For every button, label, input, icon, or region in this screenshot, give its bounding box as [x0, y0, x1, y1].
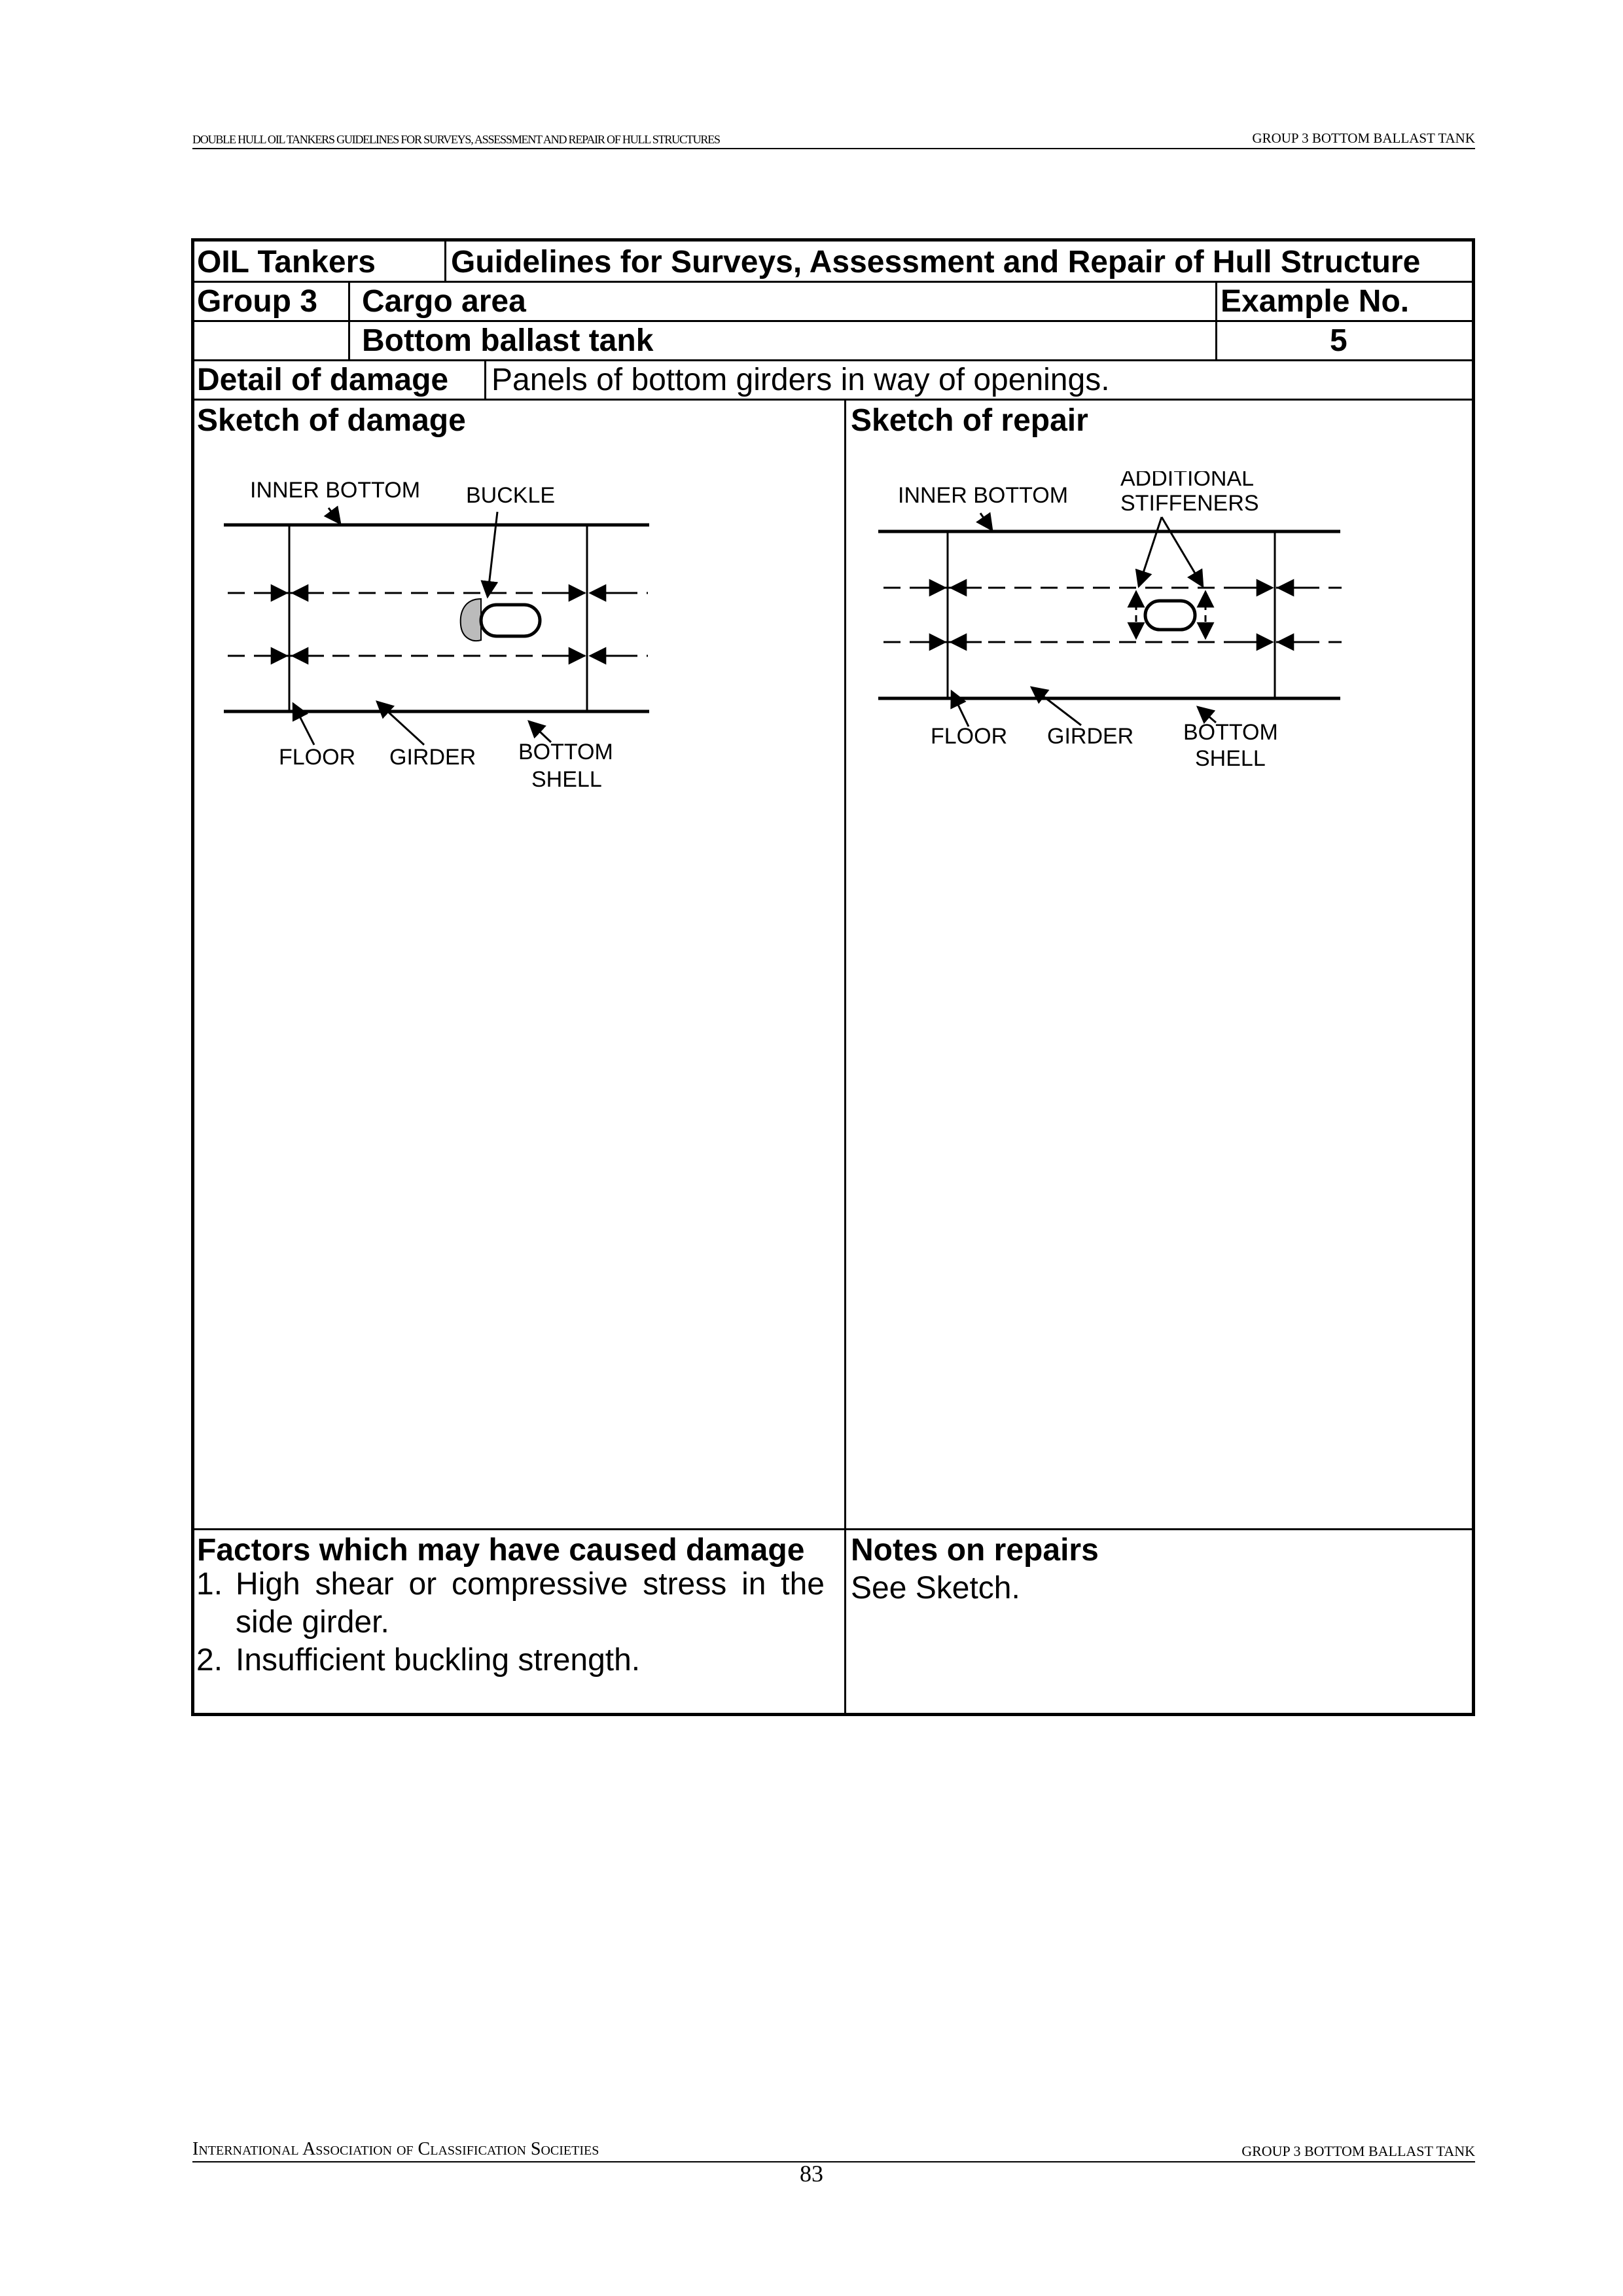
- running-header: [192, 128, 1475, 149]
- row-divider-4: [194, 399, 1472, 401]
- factor-item: [196, 1641, 825, 1679]
- notes-label: Notes on repairs: [851, 1533, 1099, 1568]
- label-additional: ADDITIONAL: [1120, 471, 1255, 491]
- label-bottom: BOTTOM: [1183, 720, 1278, 745]
- factor-text: High shear or compressive stress in the side girder.: [236, 1567, 825, 1640]
- document-title: Guidelines for Surveys, Assessment and Repair of Hull Structure: [451, 245, 1421, 279]
- sketch-of-repair: [870, 471, 1348, 785]
- footer-organization: International Association of Classification Societies: [192, 2139, 599, 2159]
- factor-item: [196, 1566, 825, 1641]
- ship-type: OIL Tankers: [197, 245, 376, 279]
- footer-section-title: GROUP 3 BOTTOM BALLAST TANK: [1241, 2143, 1475, 2159]
- sketch-damage-label: Sketch of damage: [197, 403, 466, 438]
- running-footer: [192, 2140, 1475, 2162]
- header-document-title: DOUBLE HULL OIL TANKERS GUIDELINES FOR SURVEYS, ASSESSMENT AND REPAIR OF HULL STRUCTURES: [192, 133, 720, 146]
- label-bottom: BOTTOM: [518, 740, 613, 764]
- col-divider-example: [1215, 281, 1217, 359]
- sketch-repair-label: Sketch of repair: [851, 403, 1088, 438]
- label-girder: GIRDER: [389, 745, 476, 770]
- factors-list: [196, 1566, 825, 1679]
- buckle-shape: [461, 599, 481, 641]
- location-label: Bottom ballast tank: [362, 323, 654, 358]
- example-dotted-divider: [1215, 320, 1472, 321]
- label-girder: GIRDER: [1047, 724, 1134, 749]
- col-divider-title: [444, 242, 446, 281]
- notes-value: See Sketch.: [851, 1571, 1020, 1605]
- sketch-of-damage: [216, 471, 674, 798]
- factor-text: Insufficient buckling strength.: [236, 1643, 641, 1677]
- row-divider-3: [194, 359, 1472, 361]
- label-shell: SHELL: [531, 767, 602, 792]
- label-inner-bottom: INNER BOTTOM: [250, 478, 421, 503]
- label-floor: FLOOR: [279, 745, 356, 770]
- factors-label: Factors which may have caused damage: [197, 1533, 805, 1568]
- page-number: 83: [800, 2161, 823, 2187]
- girder-opening: [1145, 601, 1195, 630]
- label-shell: SHELL: [1195, 746, 1266, 771]
- detail-label: Detail of damage: [197, 363, 449, 397]
- label-floor: FLOOR: [931, 724, 1008, 749]
- col-divider-group: [348, 281, 350, 359]
- col-divider-sketch: [844, 399, 846, 1714]
- detail-value: Panels of bottom girders in way of openings.: [491, 363, 1110, 397]
- area-label: Cargo area: [362, 284, 526, 319]
- group-label: Group 3: [197, 284, 318, 319]
- factor-number: 1.: [196, 1567, 223, 1602]
- factor-number: 2.: [196, 1643, 223, 1677]
- girder-opening: [481, 605, 540, 636]
- row-divider-1: [194, 281, 1472, 283]
- example-label: Example No.: [1221, 284, 1410, 319]
- label-stiffeners: STIFFENERS: [1120, 491, 1259, 516]
- label-inner-bottom: INNER BOTTOM: [898, 483, 1069, 508]
- label-buckle: BUCKLE: [466, 483, 556, 508]
- example-number: 5: [1330, 323, 1347, 358]
- header-section-title: GROUP 3 BOTTOM BALLAST TANK: [1252, 130, 1475, 146]
- row-divider-5: [194, 1528, 1472, 1530]
- damage-form-frame: [191, 238, 1475, 1716]
- col-divider-detail: [484, 359, 486, 399]
